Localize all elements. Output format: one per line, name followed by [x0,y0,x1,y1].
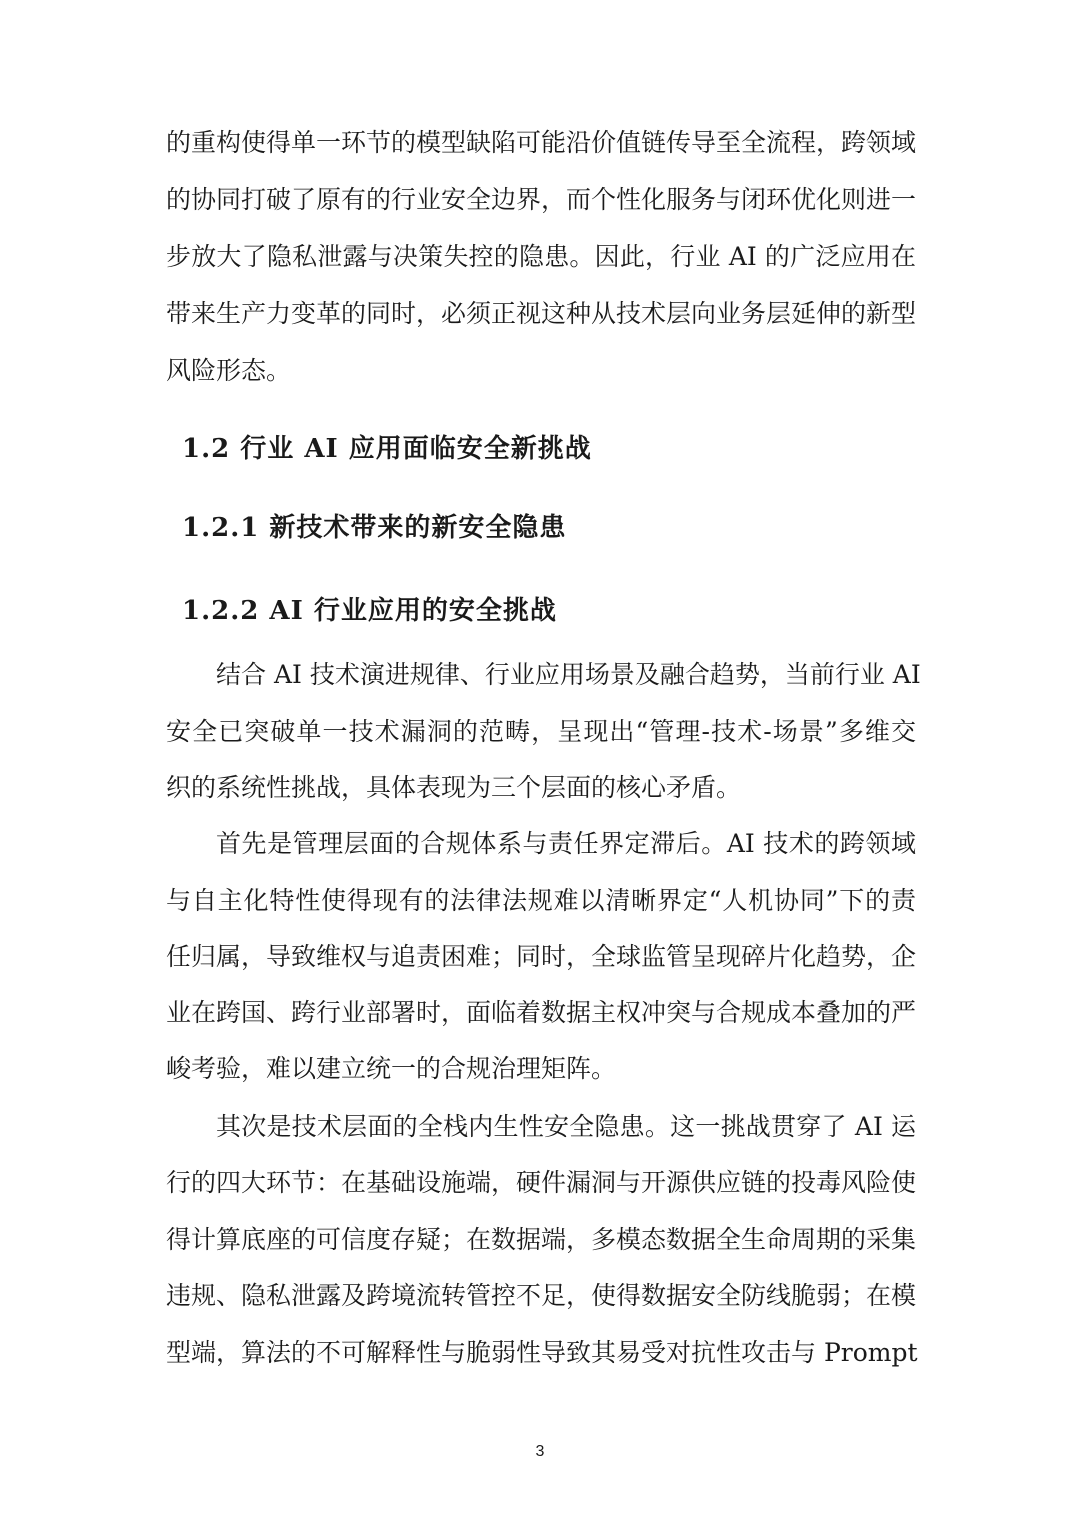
section-heading-1-2-1: 1.2.1 新技术带来的新安全隐患 [182,513,567,543]
paragraph-overview-line-2: 安全已突破单一技术漏洞的范畴，呈现出“管理-技术-场景”多维交 [166,717,916,746]
paragraph-management-line-3: 任归属，导致维权与追责困难；同时，全球监管呈现碎片化趋势，企 [166,942,917,971]
paragraph-technology-line-5: 型端，算法的不可解释性与脆弱性导致其易受对抗性攻击与 Prompt [166,1338,918,1367]
paragraph-intro-line-4: 带来生产力变革的同时，必须正视这种从技术层向业务层延伸的新型 [166,299,917,328]
section-heading-1-2-2: 1.2.2 AI 行业应用的安全挑战 [182,596,557,626]
paragraph-intro-line-5: 风险形态。 [166,356,292,385]
paragraph-management-line-2: 与自主化特性使得现有的法律法规难以清晰界定“人机协同”下的责 [166,886,916,915]
paragraph-technology-line-1: 其次是技术层面的全栈内生性安全隐患。这一挑战贯穿了 AI 运 [216,1112,916,1141]
paragraph-technology-line-3: 得计算底座的可信度存疑；在数据端，多模态数据全生命周期的采集 [166,1225,917,1254]
paragraph-overview-line-3: 织的系统性挑战，具体表现为三个层面的核心矛盾。 [166,773,742,802]
paragraph-overview-line-1: 结合 AI 技术演进规律、行业应用场景及融合趋势，当前行业 AI [216,660,921,689]
paragraph-intro-line-3: 步放大了隐私泄露与决策失控的隐患。因此，行业 AI 的广泛应用在 [166,242,916,271]
paragraph-management-line-5: 峻考验，难以建立统一的合规治理矩阵。 [166,1054,617,1083]
paragraph-management-line-1: 首先是管理层面的合规体系与责任界定滞后。AI 技术的跨领域 [216,829,916,858]
paragraph-intro-line-1: 的重构使得单一环节的模型缺陷可能沿价值链传导至全流程，跨领域 [166,128,917,157]
paragraph-management-line-4: 业在跨国、跨行业部署时，面临着数据主权冲突与合规成本叠加的严 [166,998,917,1027]
paragraph-intro-line-2: 的协同打破了原有的行业安全边界，而个性化服务与闭环优化则进一 [166,185,917,214]
paragraph-technology-line-2: 行的四大环节：在基础设施端，硬件漏洞与开源供应链的投毒风险使 [166,1168,917,1197]
paragraph-technology-line-4: 违规、隐私泄露及跨境流转管控不足，使得数据安全防线脆弱；在模 [166,1281,917,1310]
page-number: 3 [535,1443,545,1460]
section-heading-1-2: 1.2 行业 AI 应用面临安全新挑战 [182,434,592,464]
